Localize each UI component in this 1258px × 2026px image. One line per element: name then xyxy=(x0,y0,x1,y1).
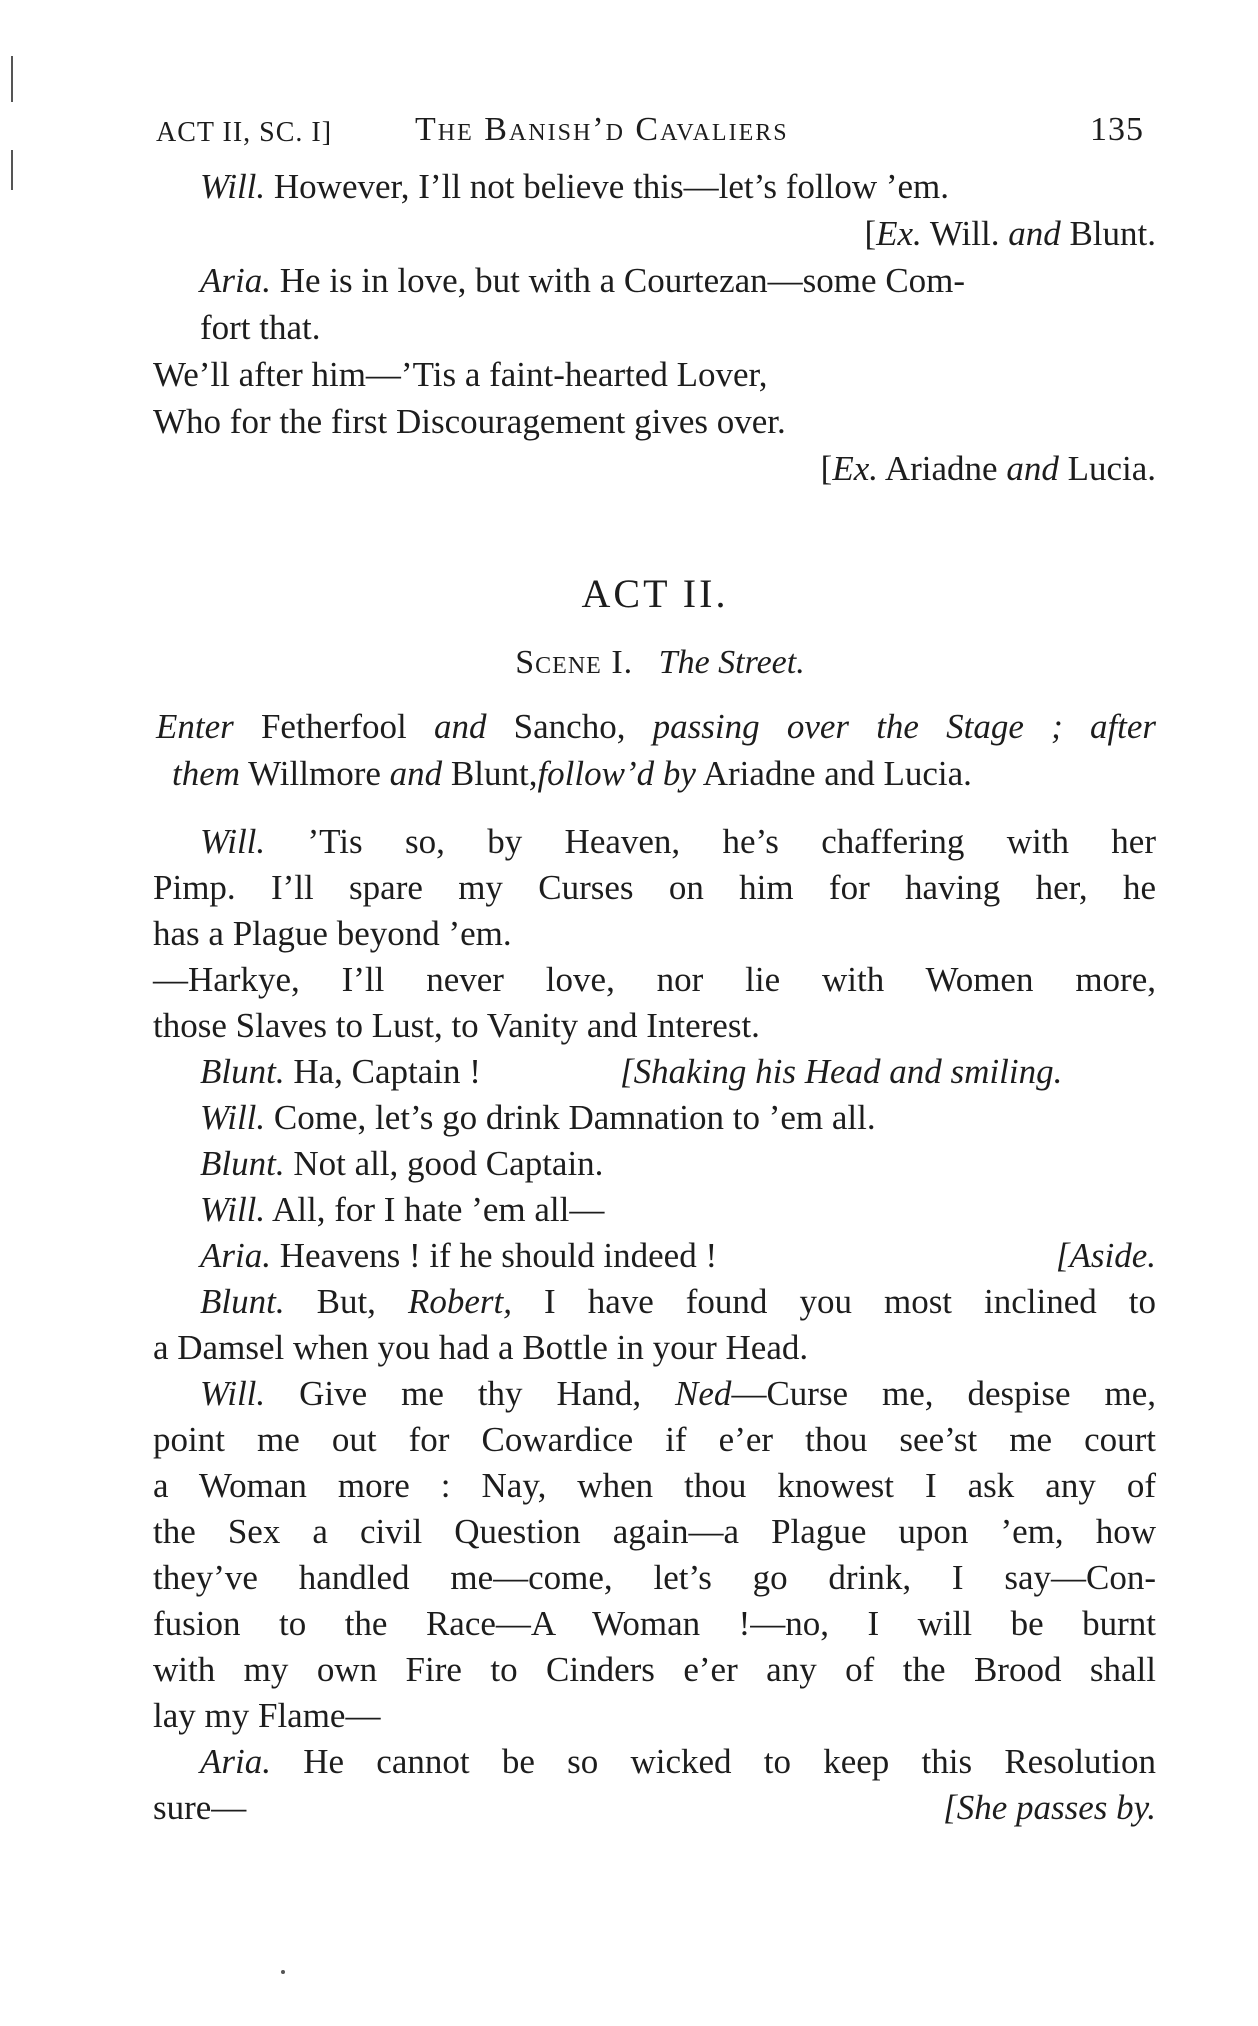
dialogue-line: has a Plague beyond ’em. xyxy=(153,914,512,953)
exit-direction: [Ex. Ariadne and Lucia. xyxy=(820,449,1156,488)
dialogue-line: Will. However, I’ll not believe this—let’s follow ’em. xyxy=(200,167,950,206)
scene-heading: Scene I. The Street. xyxy=(515,644,805,681)
dialogue-line: Blunt. Ha, Captain ! xyxy=(200,1052,481,1091)
dialogue-line: Will. Give me thy Hand, Ned—Curse me, despise me, xyxy=(200,1374,1157,1413)
dialogue-line: Aria. He is in love, but with a Courtezan—some Com- xyxy=(200,261,966,300)
speaker-name: Aria. xyxy=(200,1236,271,1275)
speaker-name: Will. xyxy=(200,822,266,861)
speaker-name: Will. xyxy=(200,1374,266,1413)
dialogue-line: sure— xyxy=(153,1788,247,1827)
verse-line: Who for the first Discouragement gives over. xyxy=(153,402,786,441)
speaker-name: Aria. xyxy=(200,1742,271,1781)
page-number: 135 xyxy=(1090,111,1144,148)
running-header-act-scene: ACT II, SC. I] xyxy=(156,117,333,148)
speaker-name: Blunt. xyxy=(200,1144,285,1183)
stage-direction: Enter Fetherfool and Sancho, passing over the Stage ; after xyxy=(156,707,1157,746)
dialogue-line: —Harkye, I’ll never love, nor lie with Women more, xyxy=(153,960,1156,999)
dialogue-line: Blunt. Not all, good Captain. xyxy=(200,1144,604,1183)
dialogue-line: a Damsel when you had a Bottle in your Head. xyxy=(153,1328,809,1367)
scan-edge-mark xyxy=(11,56,13,102)
scan-edge-mark xyxy=(11,150,13,190)
dialogue-line: Aria. Heavens ! if he should indeed ! xyxy=(200,1236,718,1275)
dialogue-line: those Slaves to Lust, to Vanity and Interest. xyxy=(153,1006,760,1045)
act-heading: ACT II. xyxy=(581,571,729,616)
stage-direction-inline: [Shaking his Head and smiling. xyxy=(620,1052,1063,1091)
speaker-name: Will. xyxy=(200,167,266,206)
dialogue-line: Aria. He cannot be so wicked to keep this Resolution xyxy=(200,1742,1157,1781)
dialogue-line: lay my Flame— xyxy=(153,1696,381,1735)
speaker-name: Will. xyxy=(200,1098,266,1137)
dialogue-line: Blunt. But, Robert, I have found you most inclined to xyxy=(200,1282,1157,1321)
exit-direction: [Ex. Will. and Blunt. xyxy=(864,214,1156,253)
speaker-name: Blunt. xyxy=(200,1052,285,1091)
speaker-name: Will. xyxy=(200,1190,266,1229)
dialogue-line: with my own Fire to Cinders e’er any of the Brood shall xyxy=(153,1650,1156,1689)
verse-line: We’ll after him—’Tis a faint-hearted Lover, xyxy=(153,355,768,394)
dialogue-line: they’ve handled me—come, let’s go drink, I say—Con- xyxy=(153,1558,1156,1597)
speaker-name: Blunt. xyxy=(200,1282,285,1321)
running-title: The Banish’d Cavaliers xyxy=(415,111,789,148)
dialogue-line: fort that. xyxy=(200,308,321,347)
dialogue-line: Will. All, for I hate ’em all— xyxy=(200,1190,605,1229)
dialogue-line: a Woman more : Nay, when thou knowest I ask any of xyxy=(153,1466,1156,1505)
dialogue-line: the Sex a civil Question again—a Plague upon ’em, how xyxy=(153,1512,1156,1551)
stage-direction-inline: [She passes by. xyxy=(943,1788,1156,1827)
dialogue-line: point me out for Cowardice if e’er thou see’st me court xyxy=(153,1420,1156,1459)
dialogue-line: Will. Come, let’s go drink Damnation to ’em all. xyxy=(200,1098,876,1137)
scan-dust-mark xyxy=(281,1970,285,1974)
dialogue-line: fusion to the Race—A Woman !—no, I will be burnt xyxy=(153,1604,1156,1643)
dialogue-line: Pimp. I’ll spare my Curses on him for having her, he xyxy=(153,868,1156,907)
stage-direction-inline: [Aside. xyxy=(1055,1236,1156,1275)
dialogue-line: Will. ’Tis so, by Heaven, he’s chaffering with her xyxy=(200,822,1156,861)
speaker-name: Aria. xyxy=(200,261,271,300)
stage-direction: them Willmore and Blunt,follow’d by Ariadne and Lucia. xyxy=(172,754,972,793)
